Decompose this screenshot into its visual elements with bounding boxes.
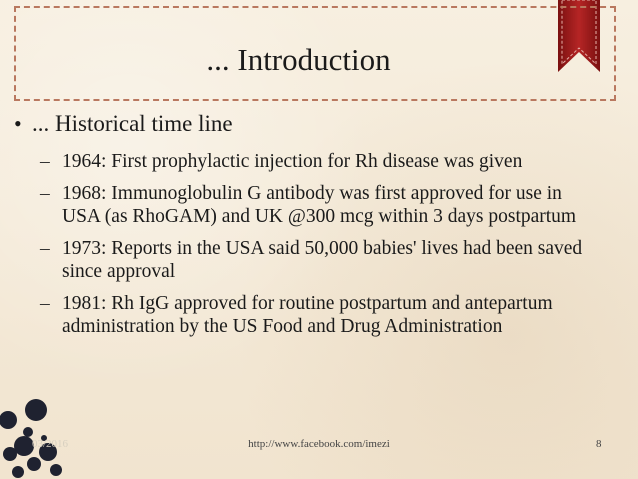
page-number: 8	[596, 438, 602, 450]
bullet-text: ... Historical time line	[32, 111, 233, 136]
dash-icon: –	[40, 238, 50, 259]
timeline-text: 1964: First prophylactic injection for Rh disease was given	[62, 151, 523, 172]
dash-icon: –	[40, 151, 50, 172]
dash-icon: –	[40, 183, 50, 204]
timeline-text: 1968: Immunoglobulin G antibody was first approved for use in USA (as RhoGAM) and UK @300 mcg within 3 days postpartum	[62, 183, 577, 227]
timeline-item	[40, 150, 614, 173]
footer-date: 03/2016	[32, 438, 69, 450]
timeline-item	[40, 182, 614, 228]
title-frame	[14, 6, 616, 101]
slide-content	[14, 110, 614, 338]
bullet-icon: •	[14, 111, 22, 136]
dash-icon: –	[40, 293, 50, 314]
timeline-list	[14, 150, 614, 338]
timeline-item	[40, 292, 614, 338]
timeline-text: 1981: Rh IgG approved for routine postpartum and antepartum administration by the US Food and Drug Administration	[62, 293, 553, 337]
timeline-text: 1973: Reports in the USA said 50,000 babies' lives had been saved since approval	[62, 238, 583, 282]
ink-blot-decoration	[0, 380, 70, 479]
bullet-item	[14, 110, 614, 138]
footer-url[interactable]: http://www.facebook.com/imezi	[248, 438, 390, 450]
slide-title: ... Introduction	[206, 42, 391, 77]
timeline-item	[40, 237, 614, 283]
